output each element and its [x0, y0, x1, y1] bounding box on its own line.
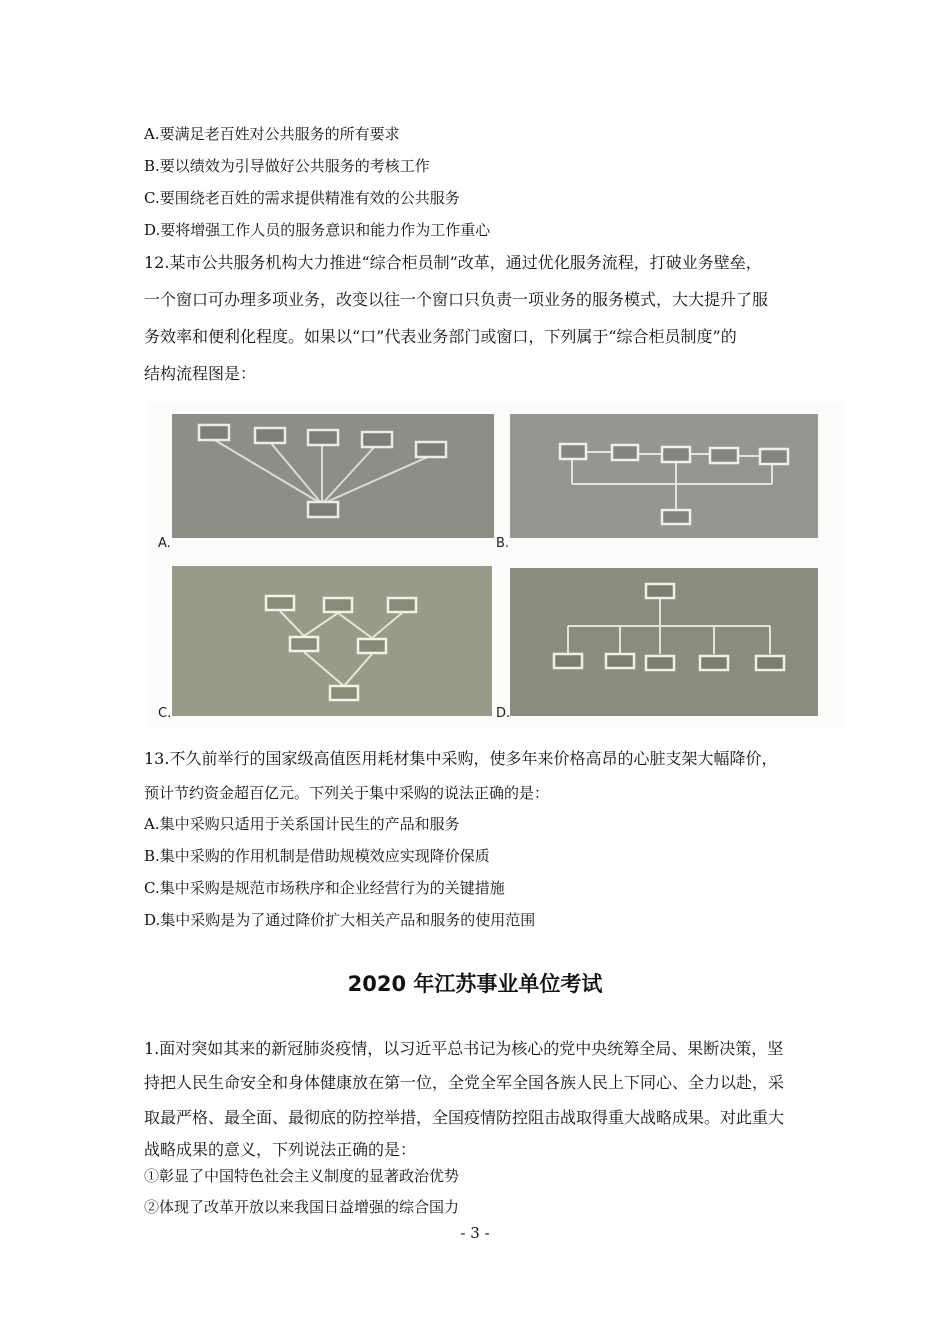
diagram-b-label: B. — [496, 536, 510, 551]
q13-line-1: 13.不久前举行的国家级高值医用耗材集中采购，使多年来价格高昂的心脏支架大幅降价， — [144, 749, 778, 768]
diagram-c-label: C. — [158, 706, 172, 721]
q12-line-4: 结构流程图是： — [144, 364, 257, 383]
q1-line-4: 战略成果的意义，下列说法正确的是： — [144, 1140, 417, 1159]
diagram-a-label: A. — [158, 536, 171, 551]
q13-line-2: 预计节约资金超百亿元。下列关于集中采购的说法正确的是： — [144, 784, 550, 802]
q12-structure-figure — [148, 402, 844, 728]
q13-option-b: B.集中采购的作用机制是借助规模效应实现降价保质 — [144, 847, 490, 865]
diagram-d — [510, 568, 818, 716]
q13-option-c: C.集中采购是规范市场秩序和企业经营行为的关键措施 — [144, 879, 505, 897]
diagram-b — [510, 414, 818, 538]
q12-line-3: 务效率和便利化程度。如果以“口”代表业务部门或窗口，下列属于“综合柜员制度”的 — [144, 327, 737, 346]
q13-option-d: D.集中采购是为了通过降价扩大相关产品和服务的使用范围 — [144, 911, 536, 929]
q12-line-2: 一个窗口可办理多项业务，改变以往一个窗口只负责一项业务的服务模式，大大提升了服 — [144, 290, 769, 309]
q1-line-3: 取最严格、最全面、最彻底的防控举措，全国疫情防控阻击战取得重大战略成果。对此重大 — [144, 1108, 785, 1127]
q13-option-a: A.集中采购只适用于关系国计民生的产品和服务 — [144, 815, 460, 833]
q11-option-c: C.要围绕老百姓的需求提供精准有效的公共服务 — [144, 189, 460, 207]
q1-line-2: 持把人民生命安全和身体健康放在第一位，全党全军全国各族人民上下同心、全力以赴，采 — [144, 1073, 785, 1092]
section-title: 2020 年江苏事业单位考试 — [347, 972, 603, 996]
q1-line-1: 1.面对突如其来的新冠肺炎疫情，以习近平总书记为核心的党中央统筹全局、果断决策，坚 — [144, 1039, 784, 1058]
q1-item-2: ②体现了改革开放以来我国日益增强的综合国力 — [144, 1198, 460, 1216]
q1-item-1: ①彰显了中国特色社会主义制度的显著政治优势 — [144, 1167, 460, 1185]
diagram-b-svg — [510, 414, 818, 538]
diagram-c — [172, 566, 492, 716]
diagram-a — [172, 414, 494, 538]
diagram-a-svg — [172, 414, 494, 538]
diagram-d-label: D. — [496, 706, 511, 721]
diagram-d-svg — [510, 568, 818, 716]
q11-option-b: B.要以绩效为引导做好公共服务的考核工作 — [144, 157, 430, 175]
q12-line-1: 12.某市公共服务机构大力推进“综合柜员制”改革，通过优化服务流程，打破业务壁垒， — [144, 253, 762, 272]
page-number: - 3 - — [460, 1224, 490, 1242]
q11-option-d: D.要将增强工作人员的服务意识和能力作为工作重心 — [144, 221, 491, 239]
diagram-c-svg — [172, 566, 492, 716]
q11-option-a: A.要满足老百姓对公共服务的所有要求 — [144, 125, 400, 143]
